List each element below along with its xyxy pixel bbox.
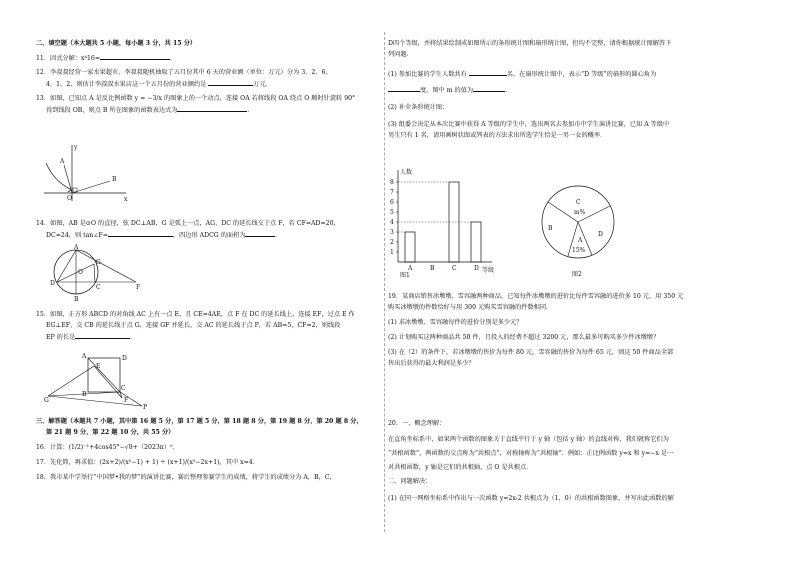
x-category-label: A [408, 265, 413, 272]
q18-3-line1: (3) 组委会决定从本次比赛中获得 A 等级的学生中，选出两名去参加市中学生演讲比赛，已知 A 等级中 [388, 121, 670, 128]
figure-14 [44, 244, 144, 302]
q18-1-text-b: 名，在扇形统计图中，表示“D 等级”的扇形的圆心角为 [506, 71, 657, 78]
fig13-label-b: B [112, 176, 117, 183]
fig14-label-a: A [74, 244, 79, 251]
left-column-q14 [36, 218, 388, 241]
q17: 17．先化简，再求值：(2x+2)/(x²−1) + 1) ÷ (x+1)/(x²−2x+1)，其中 x=4． [36, 459, 259, 466]
fig13-label-a: A [60, 158, 65, 165]
q15-line2: EG⊥EF，交 CB 的延长线于点 G，连接 GF 并延长，交 AC 的延长线于点 P，若 AB=5，CF=2，则线段 [46, 322, 341, 329]
y-tick-label: 1 [390, 249, 394, 256]
q18-1-text-a: (1) 参加比赛的学生人数共有 [388, 71, 467, 78]
fig15-label-f: F [124, 397, 129, 404]
y-tick-label: 2 [390, 239, 394, 246]
pie-label-b: B [548, 225, 553, 232]
pie-label-c: C [576, 199, 581, 206]
q20-1: (1) 在同一网格坐标系中作出与一次函数 y=2x-2 共根点为（1，0）的共根函数图象，并写出此函数的解 [388, 495, 674, 502]
fig15-label-p: P [143, 404, 148, 410]
q11-text: 11．因式分解：x⁴16= [36, 55, 101, 62]
fig14-label-d: D [50, 280, 55, 287]
y-axis-title: 人数 [400, 169, 413, 176]
fig14-label-b: B [74, 296, 79, 302]
q18-1-blank-1 [469, 68, 507, 76]
fig15-label-d: D [122, 355, 127, 362]
x-category-label: D [474, 265, 479, 272]
y-tick-label: 3 [390, 229, 394, 236]
q18-1-text-c: 度，图中 m 的值为 [420, 87, 474, 94]
right-column-q20 [388, 418, 760, 504]
fig14-label-o: O [78, 269, 83, 276]
fig14-label-c: C [96, 284, 101, 291]
fig15-label-e: E [96, 363, 101, 370]
left-column-q15 [36, 309, 388, 343]
bar-D [471, 222, 481, 262]
fig15-label-g: G [44, 397, 49, 404]
fig15-label-b: B [82, 391, 87, 398]
q18-1-blank-2 [388, 84, 420, 92]
pie-chart-caption: 图2 [572, 271, 582, 278]
q13-blank [177, 104, 247, 112]
q18-line1: 18．我市某中学举行“中国梦•我的梦”的演讲比赛，赛后整理参赛学生的成绩，将学生的成绩分为 A，B，C， [36, 474, 336, 481]
q14-blank-1 [108, 229, 173, 237]
q12-line2 [36, 78, 388, 90]
q19-line2: 购买冰墩墩的件数恰好与用 300 元购买雪容融的件数相同． [388, 304, 553, 311]
q18-cont-line2: 列问题． [388, 51, 413, 58]
q12-text: 4、1、2，则估计李叔叔水果店这一个五月份的营业额约是 [46, 81, 207, 88]
q19-2: (2) 计划购买这两种商品共 50 件，且投入的经费不超过 3200 元，那么最多可购买多少件冰墩墩？ [388, 334, 660, 341]
q15-line1: 15．如图，正方形 ABCD 的对角线 AC 上有一点 E，且 CE=4AE，点 F 在 DC 的延长线上，连接 EF，过点 E 作 [36, 311, 355, 318]
bar-chart-caption: 图1 [400, 272, 410, 278]
fig14-label-f: F [136, 284, 141, 291]
fig13-label-o: O [67, 195, 72, 202]
q18-cont-line1: D四个等级，并将结果绘制成如图所示的条形统计图和扇形统计图，但均不完整，请你根据统计图解答下 [388, 40, 672, 47]
q16: 16．计算：(1/2)⁻¹+4cos45°−√8+（2023π）⁰． [36, 444, 179, 451]
q20-title2: 二、问题解决： [388, 478, 432, 485]
q19-3-line1: (3) 在（2）的条件下，若冰墩墩的售价为每件 80 元，雪容融的售价为每件 65 元，则这 50 件商品全部 [388, 349, 674, 356]
figure-15 [44, 352, 154, 410]
bar-A [405, 232, 415, 262]
q19-3-line2: 售出后获得的最大利润是多少？ [388, 360, 475, 367]
q11: 11．因式分解：x⁴16= ． [36, 52, 388, 64]
q20-line3: 对共根函数，y 轴是它们的共根轴，点 O 是共根点． [388, 464, 533, 471]
q20-line2: “共根函数”，两函数的交点称为“共根点”，对称轴称为“共根轴”．例如：正比例函数 y=x 和 y=−x 是一 [388, 450, 674, 457]
q20-title: 20．一、概念理解： [388, 420, 446, 427]
right-column [388, 38, 760, 141]
q15-text-c: EP 的长是 [46, 334, 76, 341]
fig13-label-x: x [124, 196, 128, 203]
q14-line2: DC=24，则 tan∠F= ，四边形 ADCG 的面积为 ． [36, 229, 388, 241]
y-tick-label: 8 [390, 179, 394, 186]
x-category-label: B [430, 265, 435, 272]
fig15-label-c: C [121, 385, 126, 392]
left-column [36, 38, 388, 116]
q13-line1: 13．如图，已知点 A 是反比例函数 y = −3/x 的图象上的一个动点，连接 OA 若将线段 OA 绕点 O 顺时针旋转 90° [36, 95, 356, 102]
y-tick-label: 6 [390, 199, 394, 206]
y-tick-label: 4 [390, 219, 394, 226]
x-axis-title: 等级 [482, 267, 495, 274]
q14-line1: 14．如图，AB 是⊙O 的直径，弦 DC⊥AB，G 是弧上一点，AG、DC 的延长线交于点 F，若 CF=AD=20， [36, 220, 340, 227]
pie-label-m: m% [574, 209, 586, 216]
y-tick-label: 7 [390, 189, 394, 196]
q11-blank [100, 52, 170, 60]
x-category-label: C [452, 265, 457, 272]
y-tick-label: 5 [390, 209, 394, 216]
q18-1-line1 [388, 68, 760, 80]
q14-blank-2 [245, 229, 275, 237]
q15-line3: EP 的长是 ． [36, 331, 388, 343]
section3-title-1: 三、解答题（本题共 7 小题，其中第 16 题 5 分，第 17 题 5 分，第 18 题 8 分，第 19 题 8 分，第 20 题 8 分， [36, 418, 363, 425]
pie-label-d: D [598, 231, 603, 238]
figure-13 [40, 143, 130, 205]
right-column-q19 [388, 291, 760, 369]
q13-line2: 得到线段 OB，则点 B 所在图象的函数表达式为 ． [36, 104, 388, 116]
q14-text-b: DC=24，则 tan∠F= [46, 232, 108, 239]
section2-title: 二、填空题（本大题共 5 小题，每小题 3 分，共 15 分） [36, 40, 197, 47]
q12-line1: 12．李叔叔经营一家水果超市，李叔叔随机抽取了五月份其中 6 天的营业额（单位：万元）分为 3、2、6、 [36, 69, 332, 76]
q15-blank [75, 331, 130, 339]
q20-line1: 在直角坐标系中，如果两个函数的图象关于直线平行于 y 轴（包括 y 轴）的直线对称，我们就称它们为 [388, 436, 669, 443]
section3-title-2: 第 21 题 9 分，第 22 题 10 分，共 55 分） [46, 429, 175, 436]
fig14-label-g: G [96, 259, 101, 266]
q18-1-line2: 度，图中 m 的值为 ． [388, 84, 760, 96]
fig13-label-y: y [74, 144, 78, 151]
q19-line1: 19．某商店销售冰墩墩、雪容融两种商品，已知每件冰墩墩的进价比每件雪容融的进价多 10 元，用 350 元 [388, 293, 684, 300]
q13-text: 得到线段 OB，则点 B 所在图象的函数表达式为 [46, 107, 178, 114]
fig15-label-a: A [82, 353, 87, 360]
q12-blank [208, 78, 253, 86]
q18-1-blank-3 [473, 84, 505, 92]
left-column-section3 [36, 416, 388, 483]
pie-label-a: A [578, 237, 583, 244]
q12-unit: 万元． [253, 81, 272, 88]
pie-label-pct: 15% [572, 247, 586, 254]
pie-chart [538, 182, 618, 280]
q18-2: (2) 补全条形统计图； [388, 104, 449, 111]
q14-text-c: ，四边形 ADCG 的面积为 [172, 232, 246, 239]
q19-1: (1) 求冰墩墩、雪容融每件的进价分别是多少元？ [388, 319, 523, 326]
q18-3-line2: 男生只有 1 名，请用画树状图或列表的方法求出所选学生恰是一男一女的概率． [388, 132, 607, 139]
bar-chart [370, 166, 500, 278]
bar-chart-group [390, 168, 494, 278]
